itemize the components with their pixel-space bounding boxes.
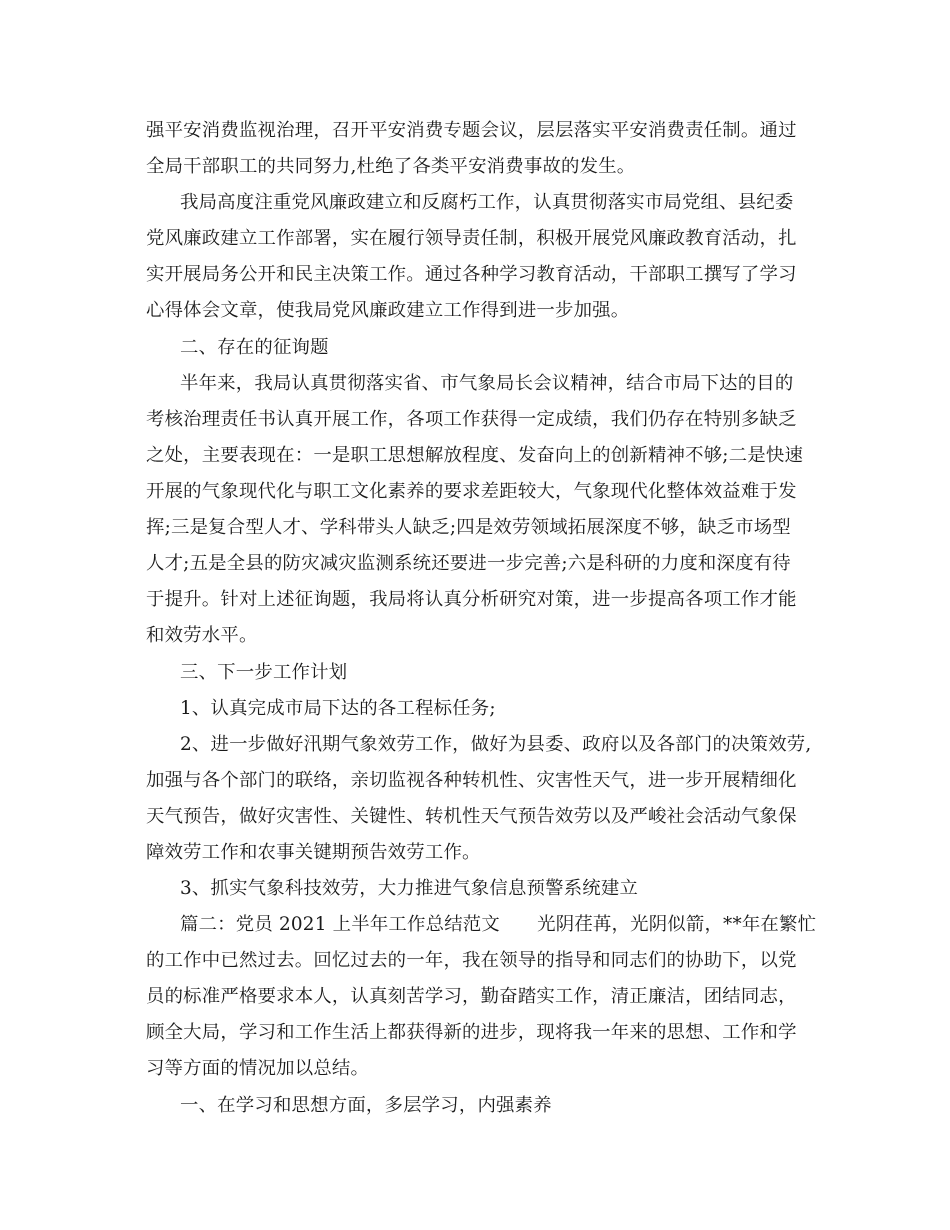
text-line: 障效劳工作和农事关键期预告效劳工作。 — [146, 842, 481, 863]
text-line: 心得体会文章，使我局党风廉政建立工作得到进一步加强。 — [146, 300, 630, 321]
text-line: 党风廉政建立工作部署，实在履行领导责任制，积极开展党风廉政教育活动，扎 — [146, 228, 797, 249]
text-line: 员的标准严格要求本人，认真刻苦学习，勤奋踏实工作，清正廉洁，团结同志， — [146, 986, 797, 1007]
text-line: 之处，主要表现在：一是职工思想解放程度、发奋向上的创新精神不够;二是快速 — [146, 445, 804, 466]
text-line: 的工作中已然过去。回忆过去的一年，我在领导的指导和同志们的协助下，以党 — [146, 950, 797, 971]
text-line: 加强与各个部门的联络，亲切监视各种转机性、灾害性天气，进一步开展精细化 — [146, 770, 797, 791]
text-line: 考核治理责任书认真开展工作，各项工作获得一定成绩，我们仍存在特别多缺乏 — [146, 409, 797, 430]
section-heading-1: 一、在学习和思想方面，多层学习，内强素养 — [180, 1095, 552, 1116]
text-line: 顾全大局，学习和工作生活上都获得新的进步，现将我一年来的思想、工作和学 — [146, 1022, 797, 1043]
section-heading-3: 三、下一步工作计划 — [180, 662, 348, 683]
text-line: 习等方面的情况加以总结。 — [146, 1058, 370, 1079]
text-line: 挥;三是复合型人才、学科带头人缺乏;四是效劳领域拓展深度不够，缺乏市场型 — [146, 517, 791, 538]
text-line: 人才;五是全县的防灾减灾监测系统还要进一步完善;六是科研的力度和深度有待 — [146, 553, 791, 574]
text-line: 和效劳水平。 — [146, 625, 258, 646]
section-heading-2: 二、存在的征询题 — [180, 337, 329, 358]
list-item: 3、抓实气象科技效劳，大力推进气象信息预警系统建立 — [180, 878, 639, 899]
article-heading: 篇二：党员 2021 上半年工作总结范文 光阴荏苒，光阴似箭，**年在繁忙 — [180, 914, 817, 935]
text-line: 实开展局务公开和民主决策工作。通过各种学习教育活动，干部职工撰写了学习 — [146, 264, 797, 285]
list-item: 2、进一步做好汛期气象效劳工作，做好为县委、政府以及各部门的决策效劳, — [180, 734, 812, 755]
paragraph-first-line: 半年来，我局认真贯彻落实省、市气象局长会议精神，结合市局下达的目的 — [180, 373, 794, 394]
paragraph-first-line: 我局高度注重党风廉政建立和反腐朽工作，认真贯彻落实市局党组、县纪委 — [180, 192, 794, 213]
text-line: 天气预告，做好灾害性、关键性、转机性天气预告效劳以及严峻社会活动气象保 — [146, 806, 797, 827]
text-line: 开展的气象现代化与职工文化素养的要求差距较大，气象现代化整体效益难于发 — [146, 481, 797, 502]
text-line: 全局干部职工的共同努力,杜绝了各类平安消费事故的发生。 — [146, 156, 636, 177]
text-line: 于提升。针对上述征询题，我局将认真分析研究对策，进一步提高各项工作才能 — [146, 589, 797, 610]
list-item: 1、认真完成市局下达的各工程标任务; — [180, 698, 496, 719]
text-line: 强平安消费监视治理，召开平安消费专题会议，层层落实平安消费责任制。通过 — [146, 120, 797, 141]
